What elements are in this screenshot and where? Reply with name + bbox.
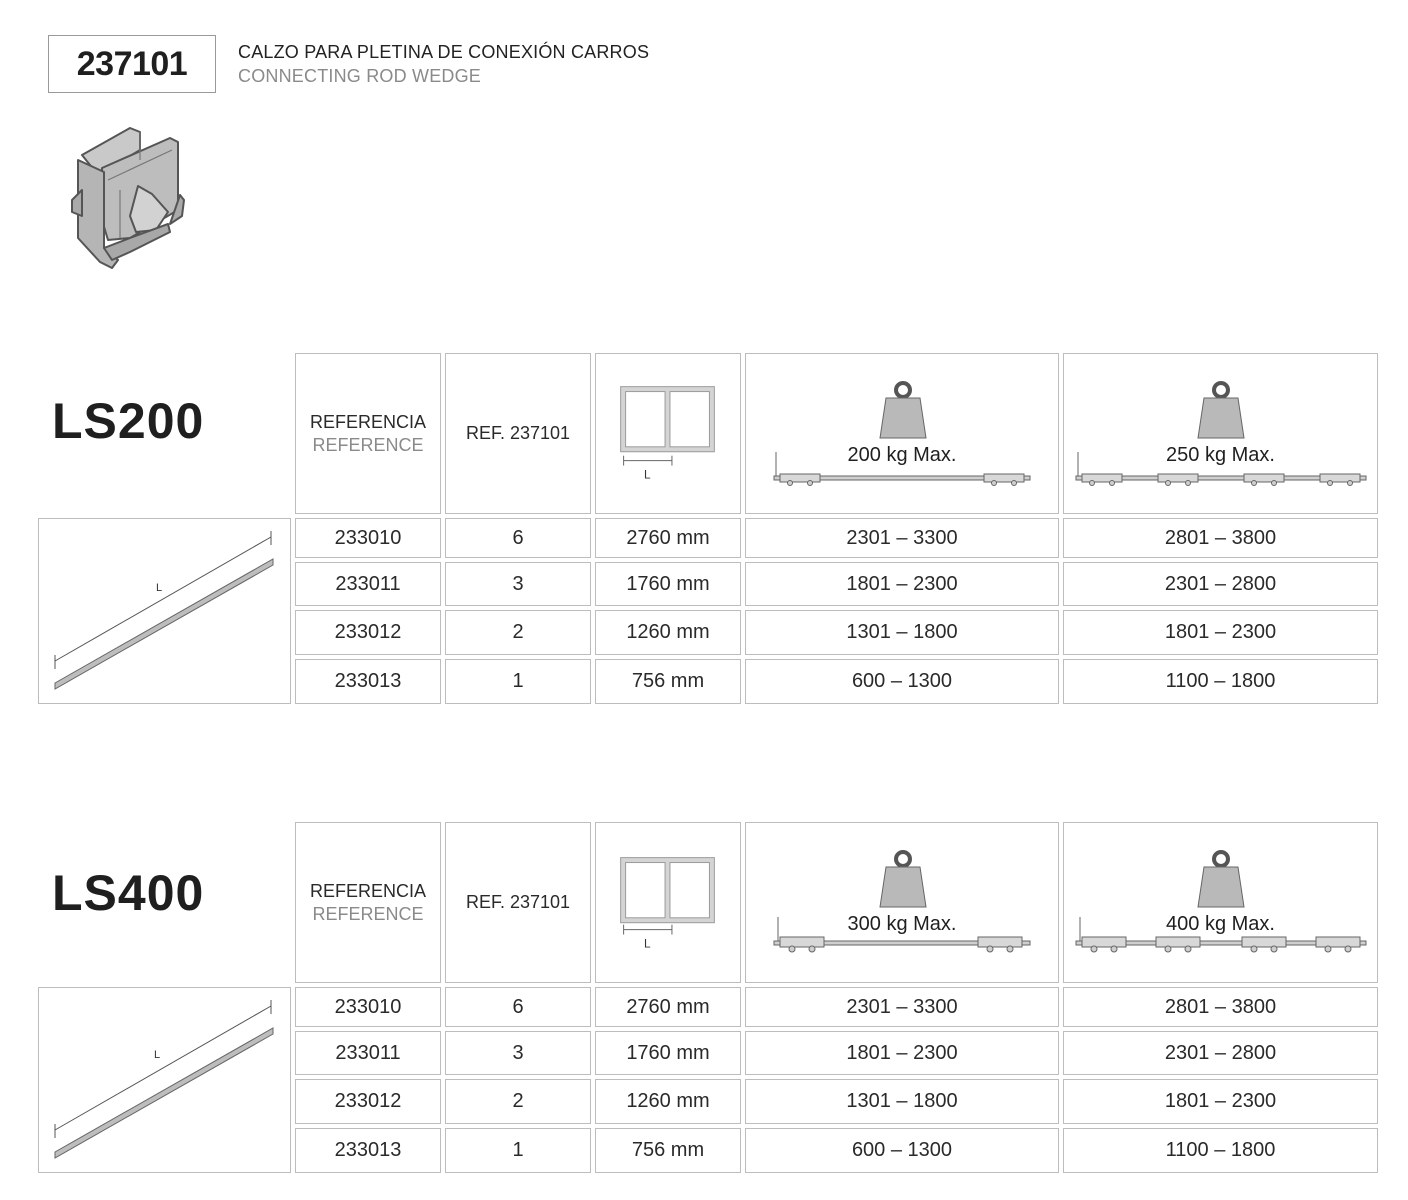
load-label-1: 200 kg Max.	[847, 444, 957, 466]
header-reference-en: REFERENCE	[312, 903, 424, 924]
cell-quantity: 6	[445, 987, 591, 1027]
product-title-en: CONNECTING ROD WEDGE	[238, 66, 482, 86]
cell-range-1: 1801 – 2300	[745, 562, 1059, 606]
header-load-2	[1063, 353, 1378, 514]
series-title-ls400: LS400	[52, 865, 205, 921]
weight-icon	[1194, 380, 1248, 442]
cell-quantity: 3	[445, 1031, 591, 1075]
product-code: 237101	[48, 35, 216, 93]
header-reference-en: REFERENCE	[312, 434, 424, 455]
cell-length: 1260 mm	[595, 1079, 741, 1124]
connecting-rod-icon	[39, 988, 292, 1174]
header-length	[595, 822, 741, 983]
header-load-2	[1063, 822, 1378, 983]
cell-reference: 233010	[295, 518, 441, 558]
rod-drawing-ls400	[38, 987, 291, 1173]
cell-reference: 233010	[295, 987, 441, 1027]
cell-range-1: 600 – 1300	[745, 1128, 1059, 1173]
cell-range-2: 1100 – 1800	[1063, 659, 1378, 704]
cell-quantity: 3	[445, 562, 591, 606]
rod-length-label: L	[154, 1049, 161, 1061]
connecting-rod-icon	[39, 519, 292, 705]
cell-range-1: 1801 – 2300	[745, 1031, 1059, 1075]
header-load-1	[745, 353, 1059, 514]
cell-quantity: 1	[445, 1128, 591, 1173]
cell-length: 756 mm	[595, 1128, 741, 1173]
wedge-part-icon	[60, 120, 200, 280]
length-mark: L	[643, 936, 651, 951]
cell-length: 1760 mm	[595, 562, 741, 606]
series-title-ls200: LS200	[52, 393, 205, 449]
cell-range-2: 2301 – 2800	[1063, 562, 1378, 606]
weight-icon	[1194, 849, 1248, 911]
cart-icon	[1074, 450, 1369, 486]
cell-length: 2760 mm	[595, 518, 741, 558]
cart-icon	[772, 450, 1034, 486]
cell-range-2: 2801 – 3800	[1063, 987, 1378, 1027]
cell-range-2: 2801 – 3800	[1063, 518, 1378, 558]
header-reference	[295, 353, 441, 514]
header-length	[595, 353, 741, 514]
cell-reference: 233011	[295, 562, 441, 606]
cell-reference: 233013	[295, 1128, 441, 1173]
cell-reference: 233013	[295, 659, 441, 704]
cell-range-1: 1301 – 1800	[745, 1079, 1059, 1124]
header-reference-es: REFERENCIA	[309, 411, 426, 432]
cell-range-1: 2301 – 3300	[745, 518, 1059, 558]
cell-reference: 233012	[295, 610, 441, 655]
cell-length: 1260 mm	[595, 610, 741, 655]
rod-length-label: L	[156, 582, 163, 594]
load-label-1: 300 kg Max.	[847, 913, 957, 935]
cell-quantity: 2	[445, 1079, 591, 1124]
cell-range-2: 2301 – 2800	[1063, 1031, 1378, 1075]
header-load-1	[745, 822, 1059, 983]
cell-range-1: 1301 – 1800	[745, 610, 1059, 655]
length-mark: L	[643, 467, 651, 482]
header-reference-es: REFERENCIA	[309, 880, 426, 901]
cell-range-2: 1801 – 2300	[1063, 610, 1378, 655]
cell-reference: 233012	[295, 1079, 441, 1124]
cell-range-2: 1100 – 1800	[1063, 1128, 1378, 1173]
cell-range-2: 1801 – 2300	[1063, 1079, 1378, 1124]
product-title-es: CALZO PARA PLETINA DE CONEXIÓN CARROS	[238, 42, 650, 62]
load-label-2: 250 kg Max.	[1166, 444, 1275, 466]
frame-length-icon	[596, 353, 740, 514]
cell-range-1: 600 – 1300	[745, 659, 1059, 704]
header-reference	[295, 822, 441, 983]
cell-length: 756 mm	[595, 659, 741, 704]
cart-icon	[1074, 915, 1369, 955]
weight-icon	[876, 380, 930, 442]
header-ref-237101: REF. 237101	[445, 822, 591, 983]
load-label-2: 400 kg Max.	[1166, 913, 1275, 935]
cell-length: 2760 mm	[595, 987, 741, 1027]
rod-drawing-ls200	[38, 518, 291, 704]
frame-length-icon	[596, 822, 740, 983]
weight-icon	[876, 849, 930, 911]
cell-range-1: 2301 – 3300	[745, 987, 1059, 1027]
cell-quantity: 1	[445, 659, 591, 704]
cart-icon	[772, 915, 1034, 955]
cell-quantity: 2	[445, 610, 591, 655]
header-ref-237101: REF. 237101	[445, 353, 591, 514]
cell-length: 1760 mm	[595, 1031, 741, 1075]
cell-reference: 233011	[295, 1031, 441, 1075]
cell-quantity: 6	[445, 518, 591, 558]
